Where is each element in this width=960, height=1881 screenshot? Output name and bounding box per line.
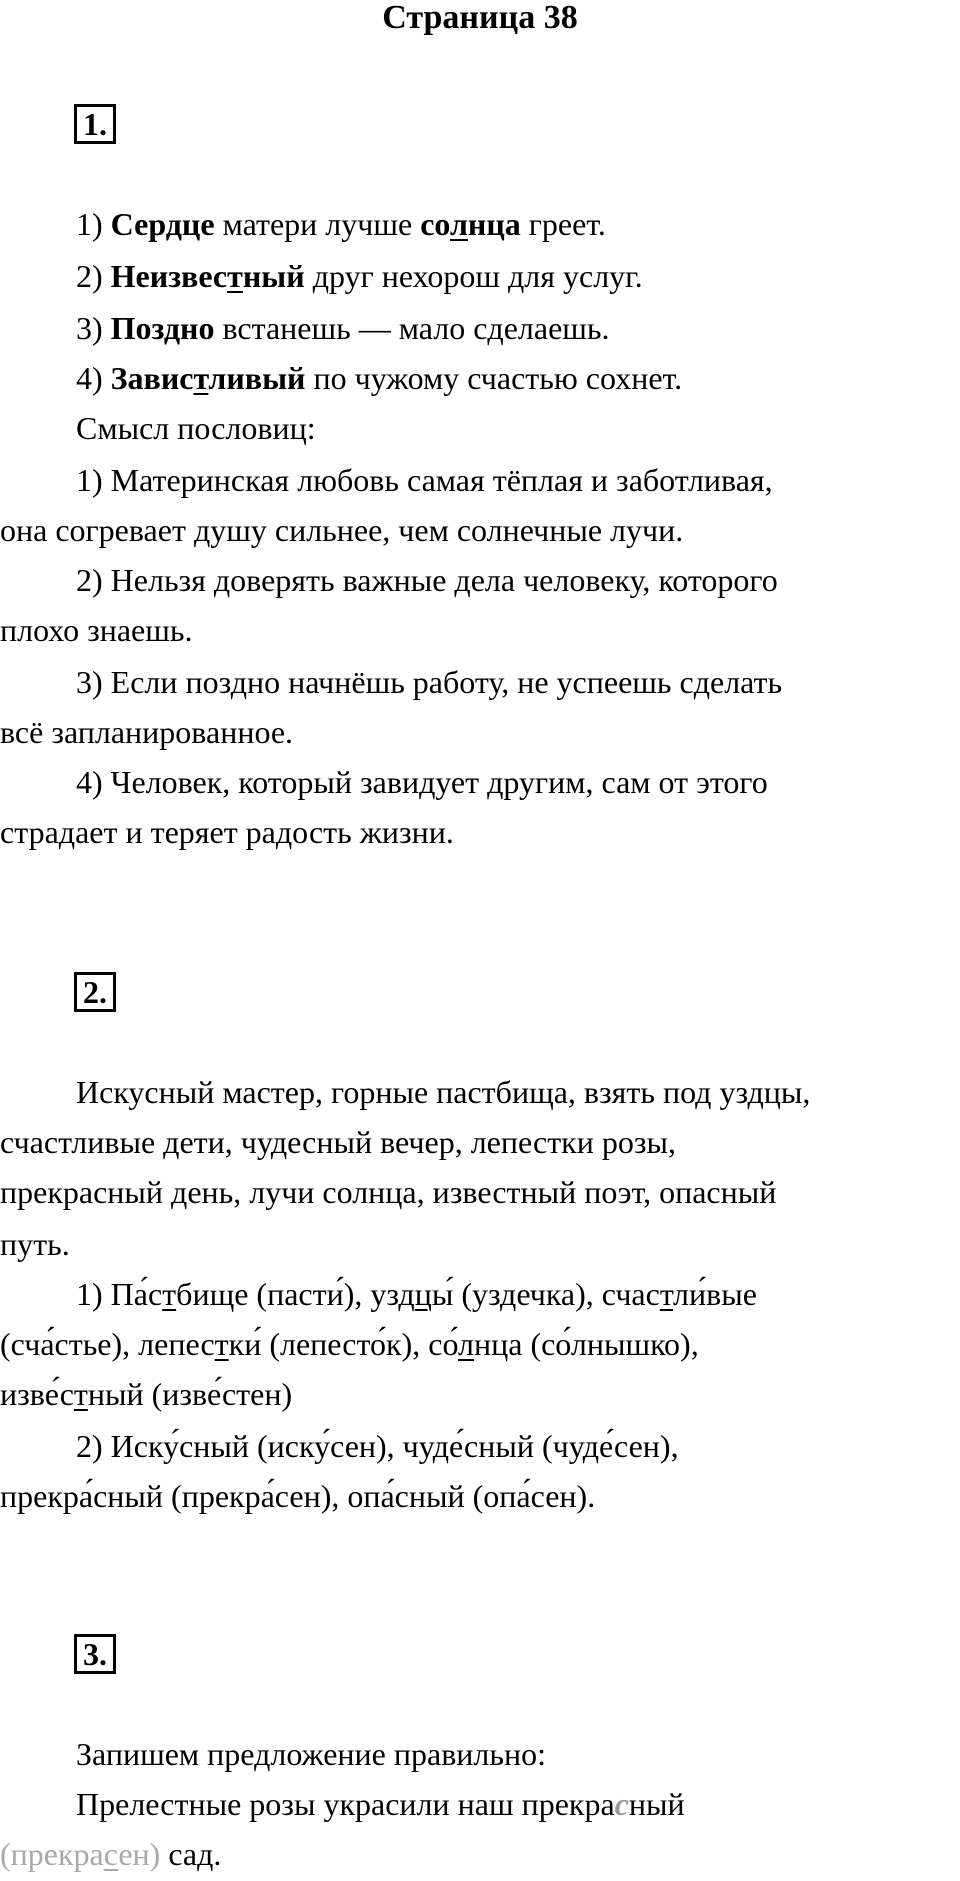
highlighted-letter: с xyxy=(614,1786,629,1822)
task2-answer-2-line-1: 2) Иску́сный (иску́сен), чуде́сный (чуде́сен), xyxy=(76,1428,679,1464)
proverb-4: 4) Завистливый по чужому счастью сохнет. xyxy=(76,360,683,396)
meaning-2-line-1: 2) Нельзя доверять важные дела человеку, которого xyxy=(76,562,778,598)
task2-answer-1-line-1: 1) Па́стбище (пасти́), уздцы́ (уздечка), счастли́вые xyxy=(76,1276,757,1312)
task2-para-line-2: счастливые дети, чудесный вечер, лепестки розы, xyxy=(0,1124,676,1160)
meaning-1-line-1: 1) Материнская любовь самая тёплая и заботливая, xyxy=(76,462,773,498)
task2-para-line-4: путь. xyxy=(0,1226,70,1262)
meaning-4-line-1: 4) Человек, который завидует другим, сам от этого xyxy=(76,764,768,800)
task3-line-2: Прелестные розы украсили наш прекрасный xyxy=(76,1786,685,1822)
proverb-2: 2) Неизвестный друг нехорош для услуг. xyxy=(76,258,643,294)
task2-para-line-1: Искусный мастер, горные пастбища, взять под уздцы, xyxy=(76,1074,811,1110)
proverb-3: 3) Поздно встанешь — мало сделаешь. xyxy=(76,310,610,346)
task3-line-3: (прекрасен) сад. xyxy=(0,1836,222,1872)
task-number-1: 1. xyxy=(74,104,116,144)
meaning-3-line-1: 3) Если поздно начнёшь работу, не успеешь сделать xyxy=(76,664,783,700)
meaning-1-line-2: она согревает душу сильнее, чем солнечные лучи. xyxy=(0,512,684,548)
meaning-4-line-2: страдает и теряет радость жизни. xyxy=(0,814,454,850)
task2-answer-1-line-2: (сча́стье), лепестки́ (лепесто́к), со́лнца (со́лнышко), xyxy=(0,1326,699,1362)
task-number-2: 2. xyxy=(74,972,116,1012)
meaning-3-line-2: всё запланированное. xyxy=(0,714,294,750)
meaning-2-line-2: плохо знаешь. xyxy=(0,612,193,648)
check-word: (прекрасен) xyxy=(0,1836,161,1872)
proverb-1: 1) Сердце матери лучше солнца греет. xyxy=(76,206,606,242)
task2-answer-2-line-2: прекра́сный (прекра́сен), опа́сный (опа́сен). xyxy=(0,1478,596,1514)
meaning-header: Смысл пословиц: xyxy=(76,410,316,446)
task3-line-1: Запишем предложение правильно: xyxy=(76,1736,546,1772)
task2-para-line-3: прекрасный день, лучи солнца, известный поэт, опасный xyxy=(0,1174,777,1210)
task2-answer-1-line-3: изве́стный (изве́стен) xyxy=(0,1376,293,1412)
task-number-3: 3. xyxy=(74,1634,116,1674)
page-title: Страница 38 xyxy=(382,0,578,36)
